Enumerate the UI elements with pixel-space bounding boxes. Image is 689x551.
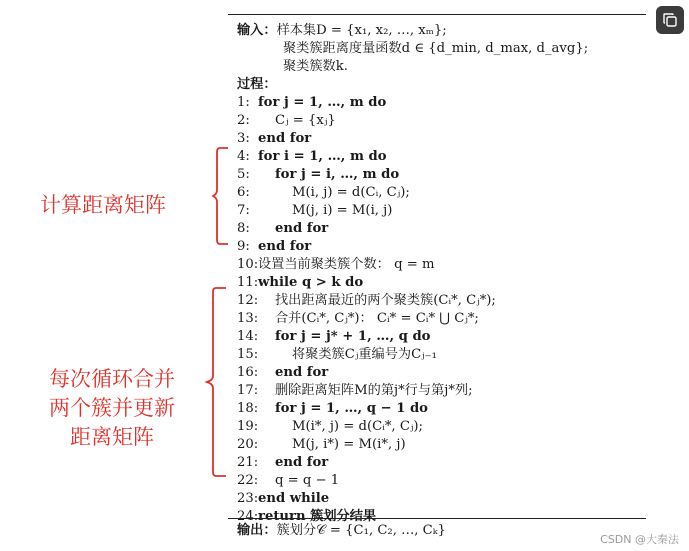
step-text: for j = 1, …, q − 1 do — [275, 401, 428, 416]
copy-icon — [662, 12, 678, 28]
step-number: 6: — [237, 185, 250, 200]
step-text: return 簇划分结果 — [258, 509, 377, 524]
step-number: 10: — [237, 257, 259, 272]
step-number: 8: — [237, 221, 250, 236]
step-text: M(j, i) = M(i, j) — [292, 203, 393, 218]
annotation-loop-line-3: 距离矩阵 — [70, 425, 154, 449]
step-text: end for — [275, 221, 329, 236]
step-number: 2: — [237, 113, 250, 128]
step-text: 将聚类簇Cⱼ重编号为Cⱼ₋₁ — [292, 347, 437, 362]
input-line-3: 聚类簇数k. — [283, 59, 348, 74]
step-text: 设置当前聚类簇个数： q = m — [258, 257, 435, 272]
step-text: q = q − 1 — [275, 473, 340, 488]
step-number: 9: — [237, 239, 250, 254]
step-number: 23: — [237, 491, 259, 506]
step-number: 12: — [237, 293, 259, 308]
step-text: 删除距离矩阵M的第j*行与第j*列; — [275, 383, 473, 398]
bracket-loop — [204, 286, 230, 478]
step-text: 找出距离最近的两个聚类簇(Cᵢ*, Cⱼ*); — [275, 293, 496, 308]
step-text: end for — [275, 365, 329, 380]
step-text: 合并(Cᵢ*, Cⱼ*)： Cᵢ* = Cᵢ* ⋃ Cⱼ*; — [275, 311, 479, 326]
step-number: 5: — [237, 167, 250, 182]
copy-button[interactable] — [656, 6, 684, 34]
step-text: for j = 1, …, m do — [258, 95, 387, 110]
step-number: 1: — [237, 95, 250, 110]
input-line-1 — [237, 22, 447, 40]
step-text: M(i, j) = d(Cᵢ, Cⱼ); — [292, 185, 410, 200]
step-text: Cⱼ = {xⱼ} — [275, 113, 336, 128]
step-number: 14: — [237, 329, 259, 344]
output-line — [237, 522, 446, 540]
input-text-1: 样本集D = {x₁, x₂, …, xₘ}; — [276, 23, 447, 38]
step-number: 15: — [237, 347, 259, 362]
top-rule — [228, 14, 646, 15]
step-text: end for — [258, 131, 312, 146]
step-text: end for — [275, 455, 329, 470]
step-number: 16: — [237, 365, 259, 380]
input-label: 输入： — [237, 23, 277, 38]
watermark: CSDN @大秦法 — [600, 533, 679, 546]
annotation-distance-matrix: 计算距离矩阵 — [40, 193, 166, 217]
step-number: 7: — [237, 203, 250, 218]
bracket-distance-matrix — [212, 146, 232, 246]
annotation-loop-line-1: 每次循环合并 — [49, 367, 175, 391]
bottom-rule — [228, 518, 646, 519]
step-text: while q > k do — [258, 275, 364, 290]
step-number: 22: — [237, 473, 259, 488]
step-number: 20: — [237, 437, 259, 452]
step-number: 21: — [237, 455, 259, 470]
process-label: 过程： — [237, 77, 277, 92]
step-text: for i = 1, …, m do — [258, 149, 387, 164]
step-number: 17: — [237, 383, 259, 398]
step-number: 13: — [237, 311, 259, 326]
step-text: M(i*, j) = d(Cᵢ*, Cⱼ); — [292, 419, 423, 434]
step-number: 4: — [237, 149, 250, 164]
step-number: 19: — [237, 419, 259, 434]
step-text: end for — [258, 239, 312, 254]
step-number: 18: — [237, 401, 259, 416]
step-text: for j = j* + 1, …, q do — [275, 329, 431, 344]
input-line-2: 聚类簇距离度量函数d ∈ {d_min, d_max, d_avg}; — [283, 41, 589, 56]
annotation-loop-line-2: 两个簇并更新 — [49, 396, 175, 420]
output-text: 簇划分𝒞 = {C₁, C₂, …, Cₖ} — [276, 523, 446, 538]
step-text: for j = i, …, m do — [275, 167, 400, 182]
annotation-loop — [26, 365, 198, 452]
step-number: 3: — [237, 131, 250, 146]
step-text: end while — [258, 491, 330, 506]
step-text: M(j, i*) = M(i*, j) — [292, 437, 406, 452]
output-label: 输出： — [237, 523, 277, 538]
step-number: 24: — [237, 509, 259, 524]
step-number: 11: — [237, 275, 259, 290]
